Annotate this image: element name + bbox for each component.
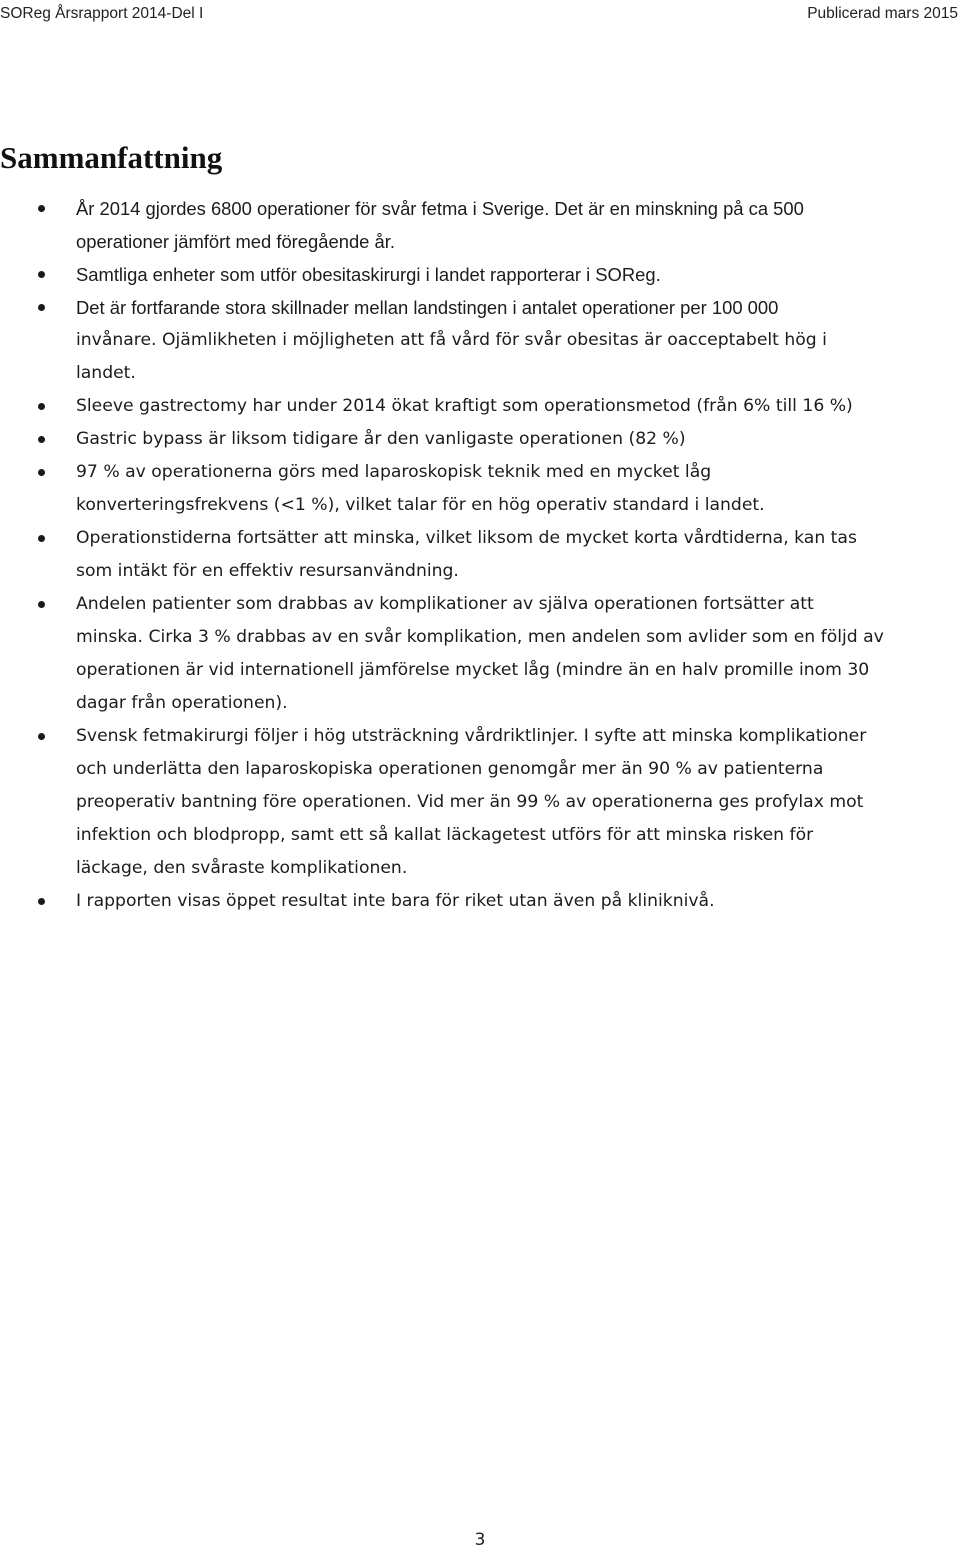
header-publication-date: Publicerad mars 2015 [807,5,958,22]
bullet-icon [38,403,45,410]
bullet-icon [38,205,45,212]
list-item-line: Svensk fetmakirurgi följer i hög utsträckning vårdriktlinjer. I syfte att minska komplikationer [76,726,867,746]
summary-bullet-list [0,192,960,918]
list-item-line: I rapporten visas öppet resultat inte bara för riket utan även på kliniknivå. [76,891,715,911]
list-item [0,522,960,588]
list-item-line: År 2014 gjordes 6800 operationer för svår fetma i Sverige. Det är en minskning på ca 500 [76,198,804,219]
bullet-icon [38,436,45,443]
list-item-line: 97 % av operationerna görs med laparoskopisk teknik med en mycket låg [76,462,712,482]
list-item [0,258,960,291]
list-item-line: infektion och blodpropp, samt ett så kallat läckagetest utförs för att minska risken för [76,825,814,845]
list-item-line: invånare. Ojämlikheten i möjligheten att få vård för svår obesitas är oacceptabelt hög i [76,330,827,350]
list-item [0,885,960,918]
list-item-line: landet. [76,363,136,383]
list-item [0,291,960,390]
list-item-line: och underlätta den laparoskopiska operationen genomgår mer än 90 % av patienterna [76,759,824,779]
bullet-icon [38,535,45,542]
list-item-line: operationer jämfört med föregående år. [76,231,395,252]
list-item-line: dagar från operationen). [76,693,288,713]
list-item-line: som intäkt för en effektiv resursanvändning. [76,561,459,581]
header-report-title: SOReg Årsrapport 2014-Del I [0,5,204,22]
page-number: 3 [474,1530,486,1550]
bullet-icon [38,733,45,740]
list-item [0,192,960,258]
list-item-line: operationen är vid internationell jämförelse mycket låg (mindre än en halv promille inom 30 [76,660,870,680]
list-item-line: Andelen patienter som drabbas av komplikationer av själva operationen fortsätter att [76,594,814,614]
list-item [0,423,960,456]
list-item [0,390,960,423]
bullet-icon [38,601,45,608]
bullet-icon [38,271,45,278]
list-item-line: Det är fortfarande stora skillnader mellan landstingen i antalet operationer per 100 000 [76,297,779,318]
list-item-line: preoperativ bantning före operationen. Vid mer än 99 % av operationerna ges profylax mot [76,792,864,812]
bullet-icon [38,304,45,311]
list-item [0,720,960,885]
list-item-line: Gastric bypass är liksom tidigare år den vanligaste operationen (82 %) [76,429,686,449]
bullet-icon [38,898,45,905]
list-item-line: Operationstiderna fortsätter att minska, vilket liksom de mycket korta vårdtiderna, kan tas [76,528,857,548]
list-item-line: minska. Cirka 3 % drabbas av en svår komplikation, men andelen som avlider som en följd av [76,627,884,647]
list-item-line: läckage, den svåraste komplikationen. [76,858,408,878]
list-item [0,588,960,720]
list-item-line: Samtliga enheter som utför obesitaskirurgi i landet rapporterar i SOReg. [76,264,661,285]
bullet-icon [38,469,45,476]
list-item-line: konverteringsfrekvens (<1 %), vilket talar för en hög operativ standard i landet. [76,495,765,515]
list-item [0,456,960,522]
list-item-line: Sleeve gastrectomy har under 2014 ökat kraftigt som operationsmetod (från 6% till 16 %) [76,396,853,416]
section-title: Sammanfattning [0,140,223,175]
page-header [0,5,960,27]
